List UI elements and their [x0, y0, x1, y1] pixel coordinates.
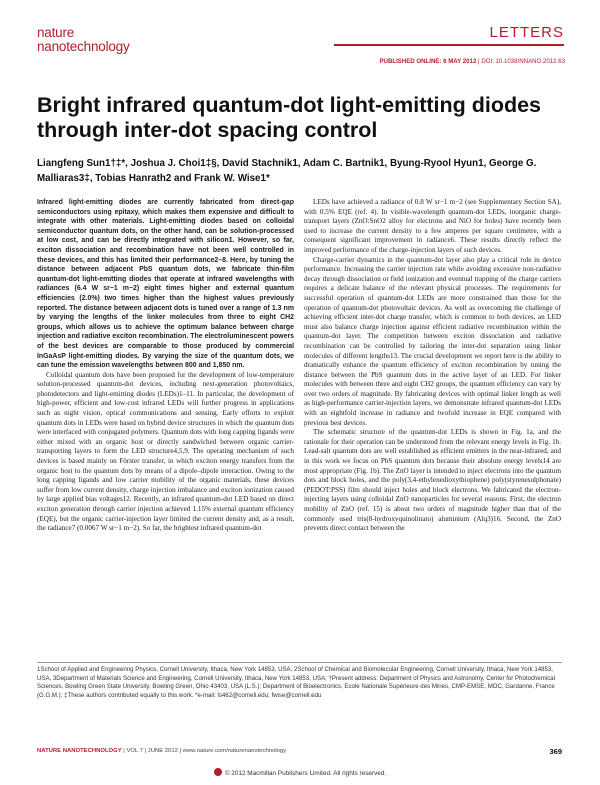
issue-info[interactable]: | VOL 7 | JUNE 2012 | www.nature.com/naturenanotechnology [123, 748, 287, 754]
section-label: LETTERS [489, 24, 564, 41]
journal-name: NATURE NANOTECHNOLOGY [37, 748, 122, 754]
body-paragraph: Charge-carrier dynamics in the quantum-dot layer also play a critical role in device performance. Increasing the carrier injection rate while avoiding excessive non-radiative decay through dissociation or field ionization and eventual trapping of the charge carriers requires a delicate balance of the relevant physical processes. The requirements for successful operation of quantum-dot LEDs are more constrained than those for the operation of quantum-dot photovoltaic devices. As well as overcoming the challenge of achieving efficient inter-dot charge transfer, which is common to both devices, an LED must also balance charge injection against efficient radiative recombination within the quantum-dot layer. The competition between exciton dissociation and radiative recombination can be controlled by tailoring the inter-dot separation using linker molecules of different lengths13. The crucial development we report here is the ability to dramatically enhance the quantum efficiency of exciton recombination by tuning the distance between the PbS quantum dots in the active layer of an LED. For linker molecules with between three and eight CH2 groups, the quantum efficiency can vary by over two orders of magnitude. By fabricating devices with optimal linker length as well as high-performance carrier-injection layers, we demonstrate infrared quantum-dot LEDs with an eightfold increase in radiance and twofold increase in EQE compared with previous best devices. [304, 255, 561, 427]
copyright-line [0, 768, 600, 777]
body-paragraph: The schematic structure of the quantum-dot LEDs is shown in Fig. 1a, and the rationale for their operation can be understood from the relevant energy levels in Fig. 1b. Lead-salt quantum dots are well established as efficient emitters in the near-infrared, and in this work we focus on PbS quantum dots because their absolute energy levels14 are most appropriate (Fig. 1b). The ZnO layer is intended to inject electrons into the quantum dots and block holes, and the poly(3,4-ethylenedioxythiophene) poly(styrenesulphonate) (PEDOT:PSS) film should inject holes and block electrons. We fabricated the electron-injecting layers using colloidal ZnO nanoparticles for several reasons. First, the electron mobility of ZnO (ref. 15) is about two orders of magnitude higher than that of the commonly used tris(8-hydroxyquinolinato) aluminium (Alq3)16. Second, the ZnO prevents direct contact between the [304, 428, 561, 533]
publisher-logo-icon [214, 768, 222, 776]
brand-nature: nature [37, 25, 75, 40]
abstract: Infrared light-emitting diodes are currently fabricated from direct-gap semiconductors using epitaxy, which makes them expensive and difficult to integrate with other materials. Light-emitting diodes based on colloidal semiconductor quantum dots, on the other hand, can be solution-processed at low cost, and can be directly integrated with silicon1. However, so far, exciton dissociation and recombination have not been well controlled in these devices, and this has limited their performance2–8. Here, by tuning the distance between adjacent PbS quantum dots, we fabricate thin-film quantum-dot light-emitting diodes that operate at infrared wavelengths with radiances (6.4 W sr−1 m−2) eight times higher and external quantum efficiencies (2.0%) two times higher than the highest values previously reported. The distance between adjacent dots is tuned over a range of 1.3 nm by varying the lengths of the linker molecules from three to eight CH2 groups, which allows us to achieve the optimum balance between charge injection and radiative exciton recombination. The electroluminescent powers of the best devices are comparable to those produced by commercial InGaAsP light-emitting diodes. By varying the size of the quantum dots, we can tune the emission wavelengths between 800 and 1,850 nm. [37, 199, 294, 370]
body-paragraph: LEDs have achieved a radiance of 0.8 W sr−1 m−2 (see Supplementary Section SA), with 0.5% EQE (ref. 4). In visible-wavelength quantum-dot LEDs, inorganic charge-transport layers (ZnO:SnO2 alloy for electrons and NiO for holes) have recently been used to increase the current density to a few amperes per square centimetre, with a consequent significant improvement in radiance6. These results directly reflect the improved performance of the charge-injection layers of such devices. [304, 198, 561, 254]
section-rule [334, 44, 564, 46]
page-footer [37, 748, 562, 760]
article-title: Bright infrared quantum-dot light-emitting diodes through inter-dot spacing control [37, 93, 542, 142]
copyright-text: © 2012 Macmillan Publishers Limited. All rights reserved. [224, 770, 387, 777]
brand-nanotechnology: nanotechnology [37, 39, 130, 54]
right-column [304, 198, 561, 534]
journal-brand[interactable] [37, 26, 177, 54]
publication-info [315, 58, 565, 65]
published-online: PUBLISHED ONLINE: 6 MAY 2012 [379, 58, 477, 65]
journal-info [37, 748, 286, 754]
doi[interactable]: DOI: 10.1038/NNANO.2012.63 [481, 58, 565, 65]
page-number: 369 [549, 747, 562, 756]
affiliations-footnote: 1School of Applied and Engineering Physics, Cornell University, Ithaca, New York 14853, USA, 2School of Chemical and Biomolecular Engineering, Cornell University, Ithaca, New York 14853, USA, 3Department of Materials Science and Engineering, Cornell University, Ithaca, New York 14853, USA; †Present address: Department of Physics and Astronomy, Center for Photochemical Sciences, Bowling Green State University, Bowling Green, Ohio 43403, USA (L.S.); Department of Bioelectronics, Ecole Nationale Supérieure des Mines, CMP-EMSE, MOC, Gardanne, France (G.G.M.); ‡These authors contributed equally to this work. *e-mail: ls462@cornell.edu; fwise@cornell.edu [37, 666, 555, 699]
left-column [37, 198, 294, 534]
body-paragraph: Colloidal quantum dots have been proposed for the development of low-temperature solution-processed quantum-dot devices, including next-generation photovoltaics, photodetectors and light-emitting diodes (LEDs)1–11. In particular, the development of high-power, efficient and low-cost infrared LEDs will further progress in applications such as night vision, optical communications and sensing. Early efforts to exploit quantum dots in LEDs were based on hybrid device structures in which the quantum dots were interfaced with conjugated polymers. Quantum dots with long capping ligands were either mixed with an organic host or directly sandwiched between organic carrier-transporting layers to form the LED structure4,5,9. The operating mechanism of such devices is based mainly on Förster transfer, in which exciton energy transfers from the organic host to the quantum dots by means of a dipole–dipole interaction. Owing to the long capping ligands and low carrier mobility of the organic materials, these devices suffer from low current density, charge injection imbalance and exciton ionization caused by large applied bias voltages12. Recently, an infrared quantum-dot LED based on direct exciton generation through carrier injection achieved 1.15% external quantum efficiency (EQE), but the organic carrier-injection layer limited the current density and, as a result, the radiance7 (0.0067 W sr−1 m−2). So far, the brightest infrared quantum-dot [37, 370, 294, 533]
pubinfo-separator: | [478, 58, 482, 65]
footnote-divider [37, 662, 562, 663]
author-list: Liangfeng Sun1†‡*, Joshua J. Choi1‡§, David Stachnik1, Adam C. Bartnik1, Byung-Ryool Hyun1, George G. Malliaras3‡, Tobias Hanrath2 and Frank W. Wise1* [37, 158, 537, 184]
